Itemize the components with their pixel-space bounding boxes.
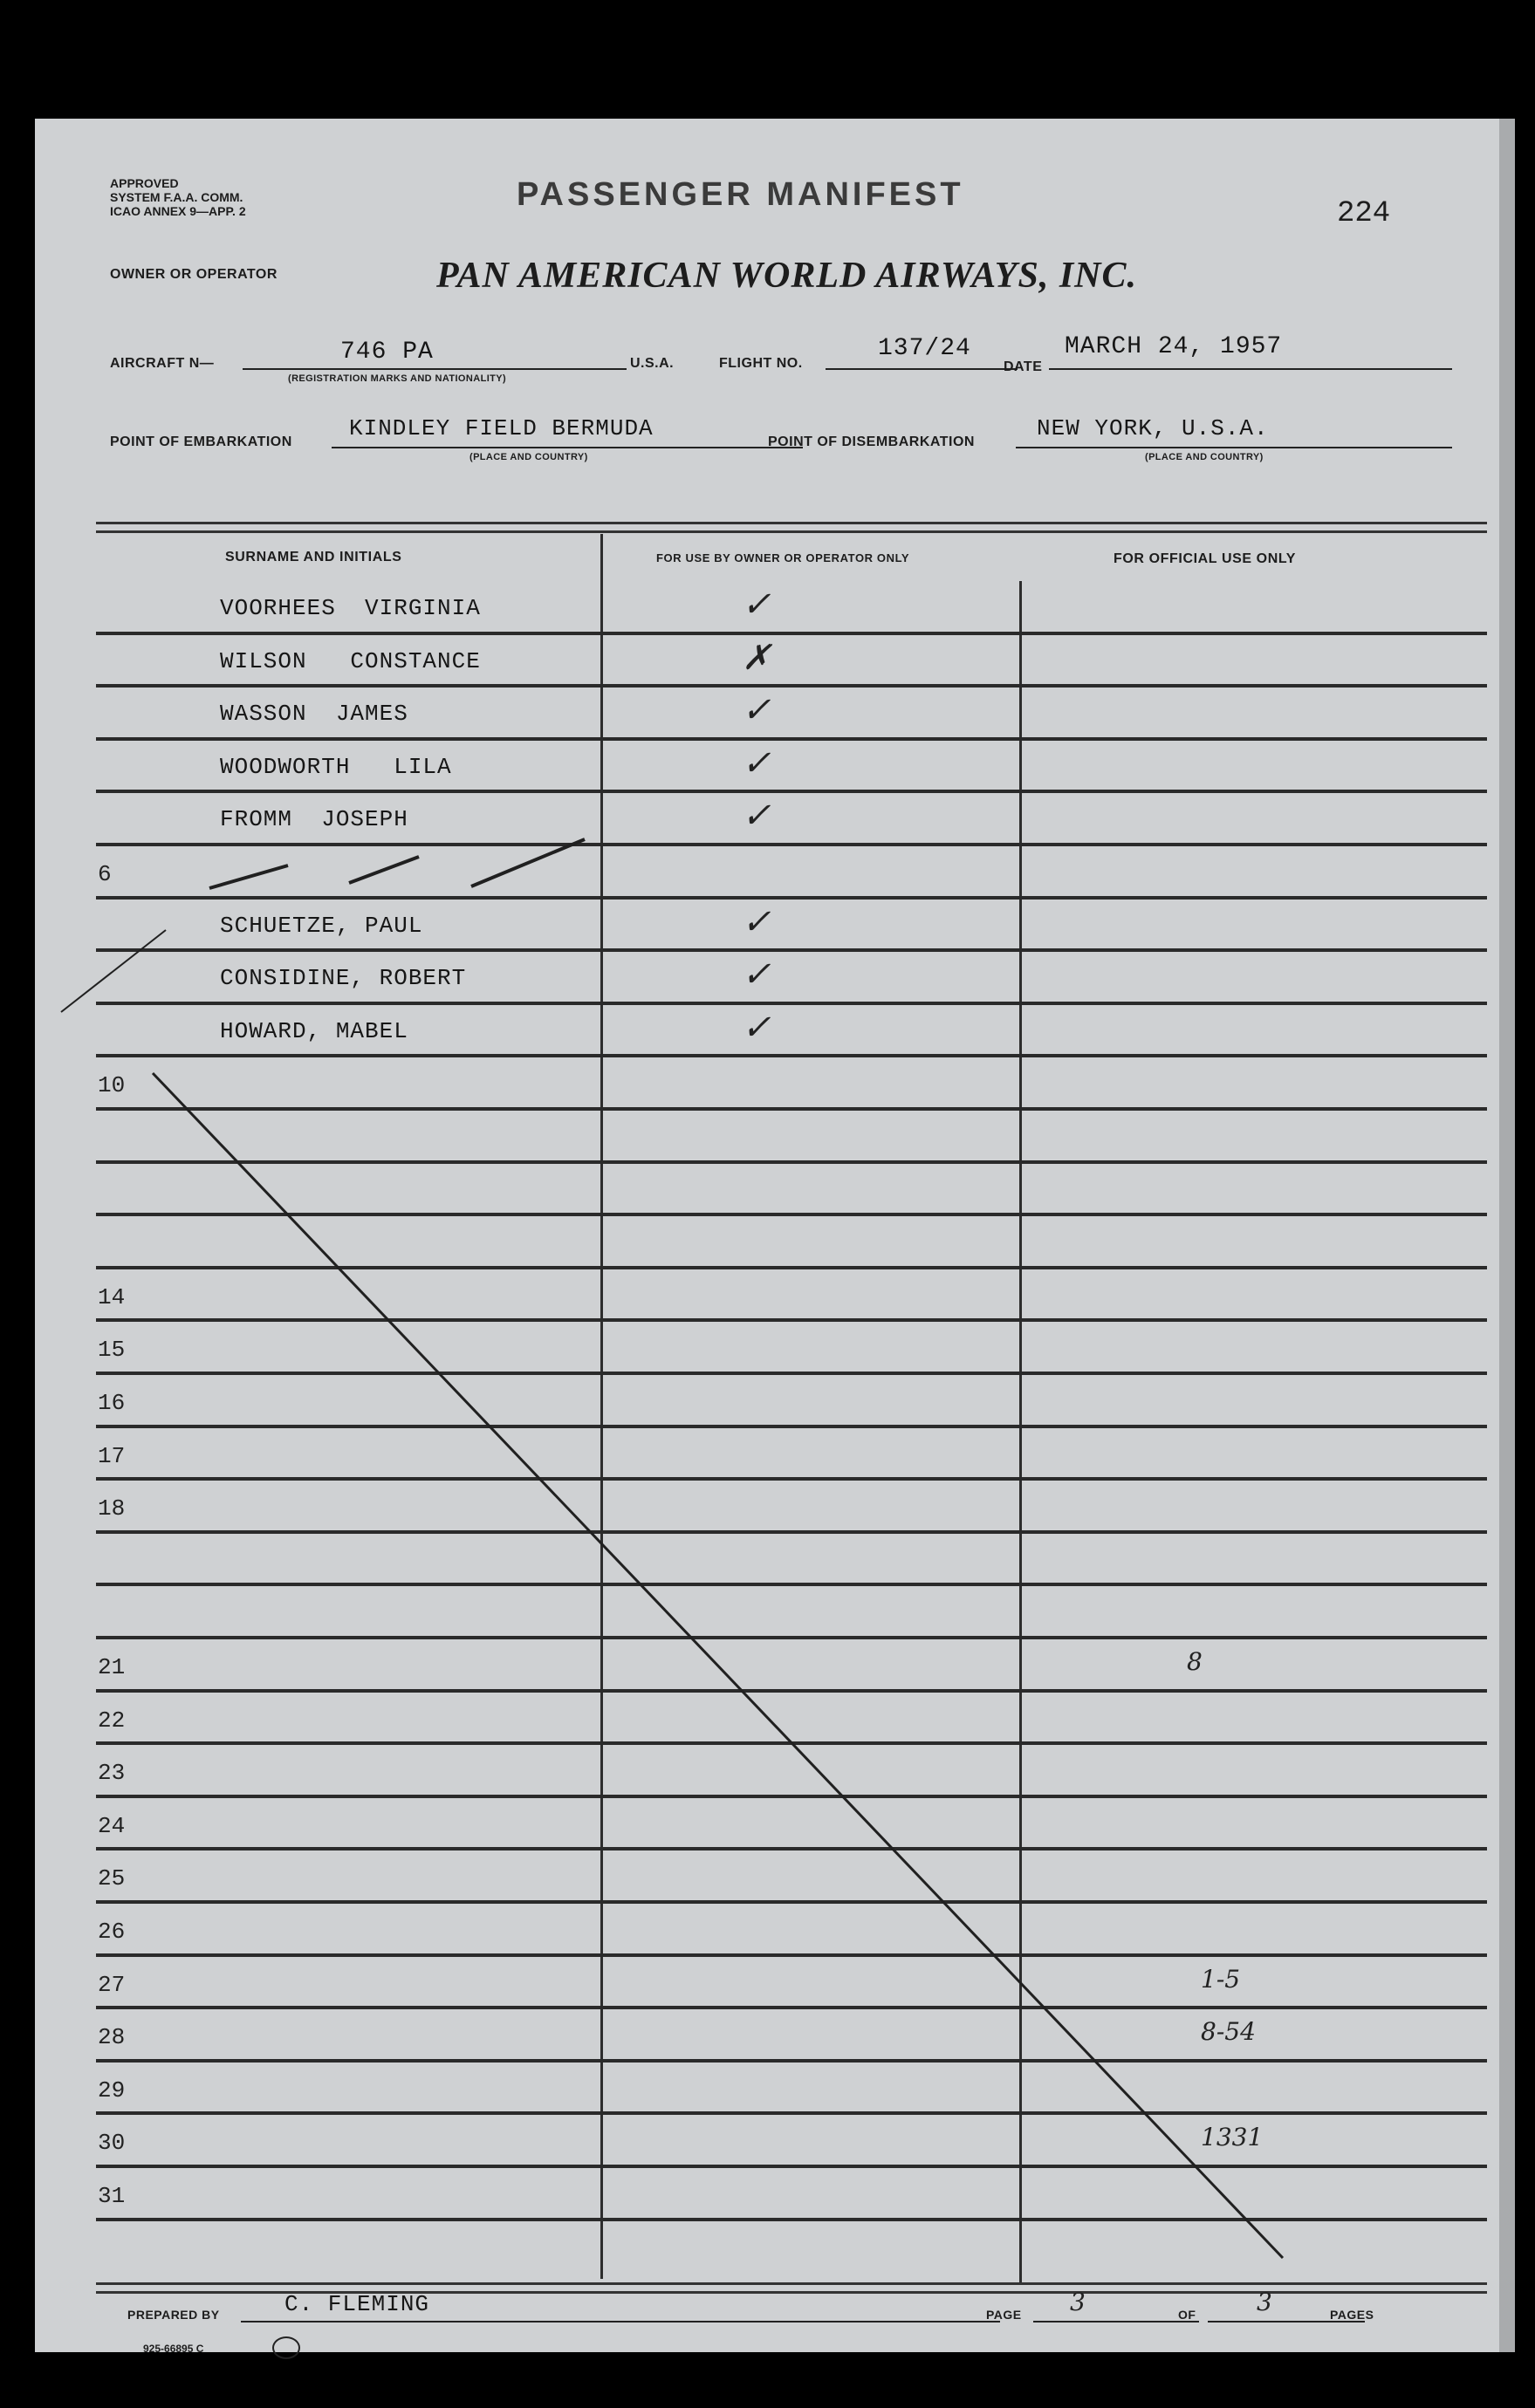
row-number: 22 [98,1707,126,1734]
row-number: 16 [98,1390,126,1416]
aircraft-value: 746 PA [340,339,434,366]
passenger-name: WOODWORTH LILA [220,753,452,780]
approval-line: APPROVED [110,176,179,190]
row-number: 29 [98,2076,126,2104]
passenger-name: VOORHEES VIRGINIA [220,595,481,621]
row-number: 31 [98,2183,126,2209]
passenger-name: FROMM JOSEPH [220,806,408,833]
date-label: DATE [1004,359,1043,374]
passenger-name: HOWARD, MABEL [220,1017,408,1044]
row-number: 26 [98,1919,126,1945]
disembark-value: NEW YORK, U.S.A. [1037,415,1269,441]
page-value: 3 [1070,2288,1086,2316]
passenger-name: SCHUETZE, PAUL [220,912,423,939]
form-number: 925-66895 C [143,2343,204,2355]
manifest-sheet [35,119,1499,2355]
row-number: 25 [98,1865,126,1892]
flight-label: FLIGHT NO. [719,356,803,371]
disembark-caption: (PLACE AND COUNTRY) [1145,452,1264,462]
check-mark-icon: ✓ [742,796,771,837]
cross-mark-icon: ✗ [742,637,771,678]
official-note: 8 [1187,1647,1203,1676]
col-owner-header: FOR USE BY OWNER OR OPERATOR ONLY [656,551,910,564]
row6-slash [209,865,288,888]
page-label: PAGE [986,2308,1022,2322]
flight-value: 137/24 [878,335,971,362]
embark-label: POINT OF EMBARKATION [110,434,292,449]
prepared-value: C. FLEMING [284,2291,430,2317]
check-mark-icon: ✓ [742,1007,771,1048]
official-note: 8-54 [1201,2017,1256,2047]
check-mark-icon: ✓ [742,585,771,625]
of-value: 3 [1257,2288,1272,2316]
aircraft-label: AIRCRAFT N— [110,356,215,371]
row-number: 15 [98,1337,126,1364]
check-mark-icon: ✓ [742,742,771,783]
check-mark-icon: ✓ [742,690,771,731]
approval-line: SYSTEM F.A.A. COMM. [110,190,243,204]
row-number: 28 [98,2024,126,2051]
row-number: 10 [98,1072,126,1099]
row6-slash [471,839,585,886]
official-note: 1331 [1201,2123,1264,2152]
margin-slash [61,930,166,1012]
col-official-header: FOR OFFICIAL USE ONLY [1114,551,1297,566]
approval-line: ICAO ANNEX 9—APP. 2 [110,204,246,218]
check-mark-icon: ✓ [742,901,771,942]
row-number: 14 [98,1283,126,1310]
row-number: 30 [98,2130,126,2157]
row-number: 23 [98,1760,126,1787]
passenger-name: CONSIDINE, ROBERT [220,965,467,992]
date-value: MARCH 24, 1957 [1065,333,1283,360]
passenger-name: WASSON JAMES [220,701,408,728]
union-seal-icon [272,2336,300,2359]
row-number: 24 [98,1812,126,1839]
row-number: 27 [98,1971,126,1998]
owner-label: OWNER OR OPERATOR [110,267,278,282]
aircraft-caption: (REGISTRATION MARKS AND NATIONALITY) [288,373,507,384]
row-number: 21 [98,1654,126,1680]
check-mark-icon: ✓ [742,954,771,995]
airline-name: PAN AMERICAN WORLD AIRWAYS, INC. [436,256,1138,296]
passenger-name: WILSON CONSTANCE [220,647,481,674]
of-label: OF [1178,2308,1196,2322]
prepared-label: PREPARED BY [127,2308,220,2322]
strike-annotations [35,119,1499,2352]
disembark-label: POINT OF DISEMBARKATION [768,434,975,449]
pages-label: PAGES [1330,2308,1374,2322]
page-stamp: 224 [1337,197,1391,230]
row-number: 6 [98,861,112,887]
col-surname-header: SURNAME AND INITIALS [225,550,402,564]
diagonal-strike-line [153,1073,1283,2258]
document-title: PASSENGER MANIFEST [517,176,964,213]
embark-caption: (PLACE AND COUNTRY) [469,452,588,462]
embark-value: KINDLEY FIELD BERMUDA [349,415,654,441]
row-number: 17 [98,1442,126,1469]
official-note: 1-5 [1201,1964,1241,1994]
usa-label: U.S.A. [630,356,675,371]
row-number: 18 [98,1495,126,1522]
row6-slash [349,857,419,883]
